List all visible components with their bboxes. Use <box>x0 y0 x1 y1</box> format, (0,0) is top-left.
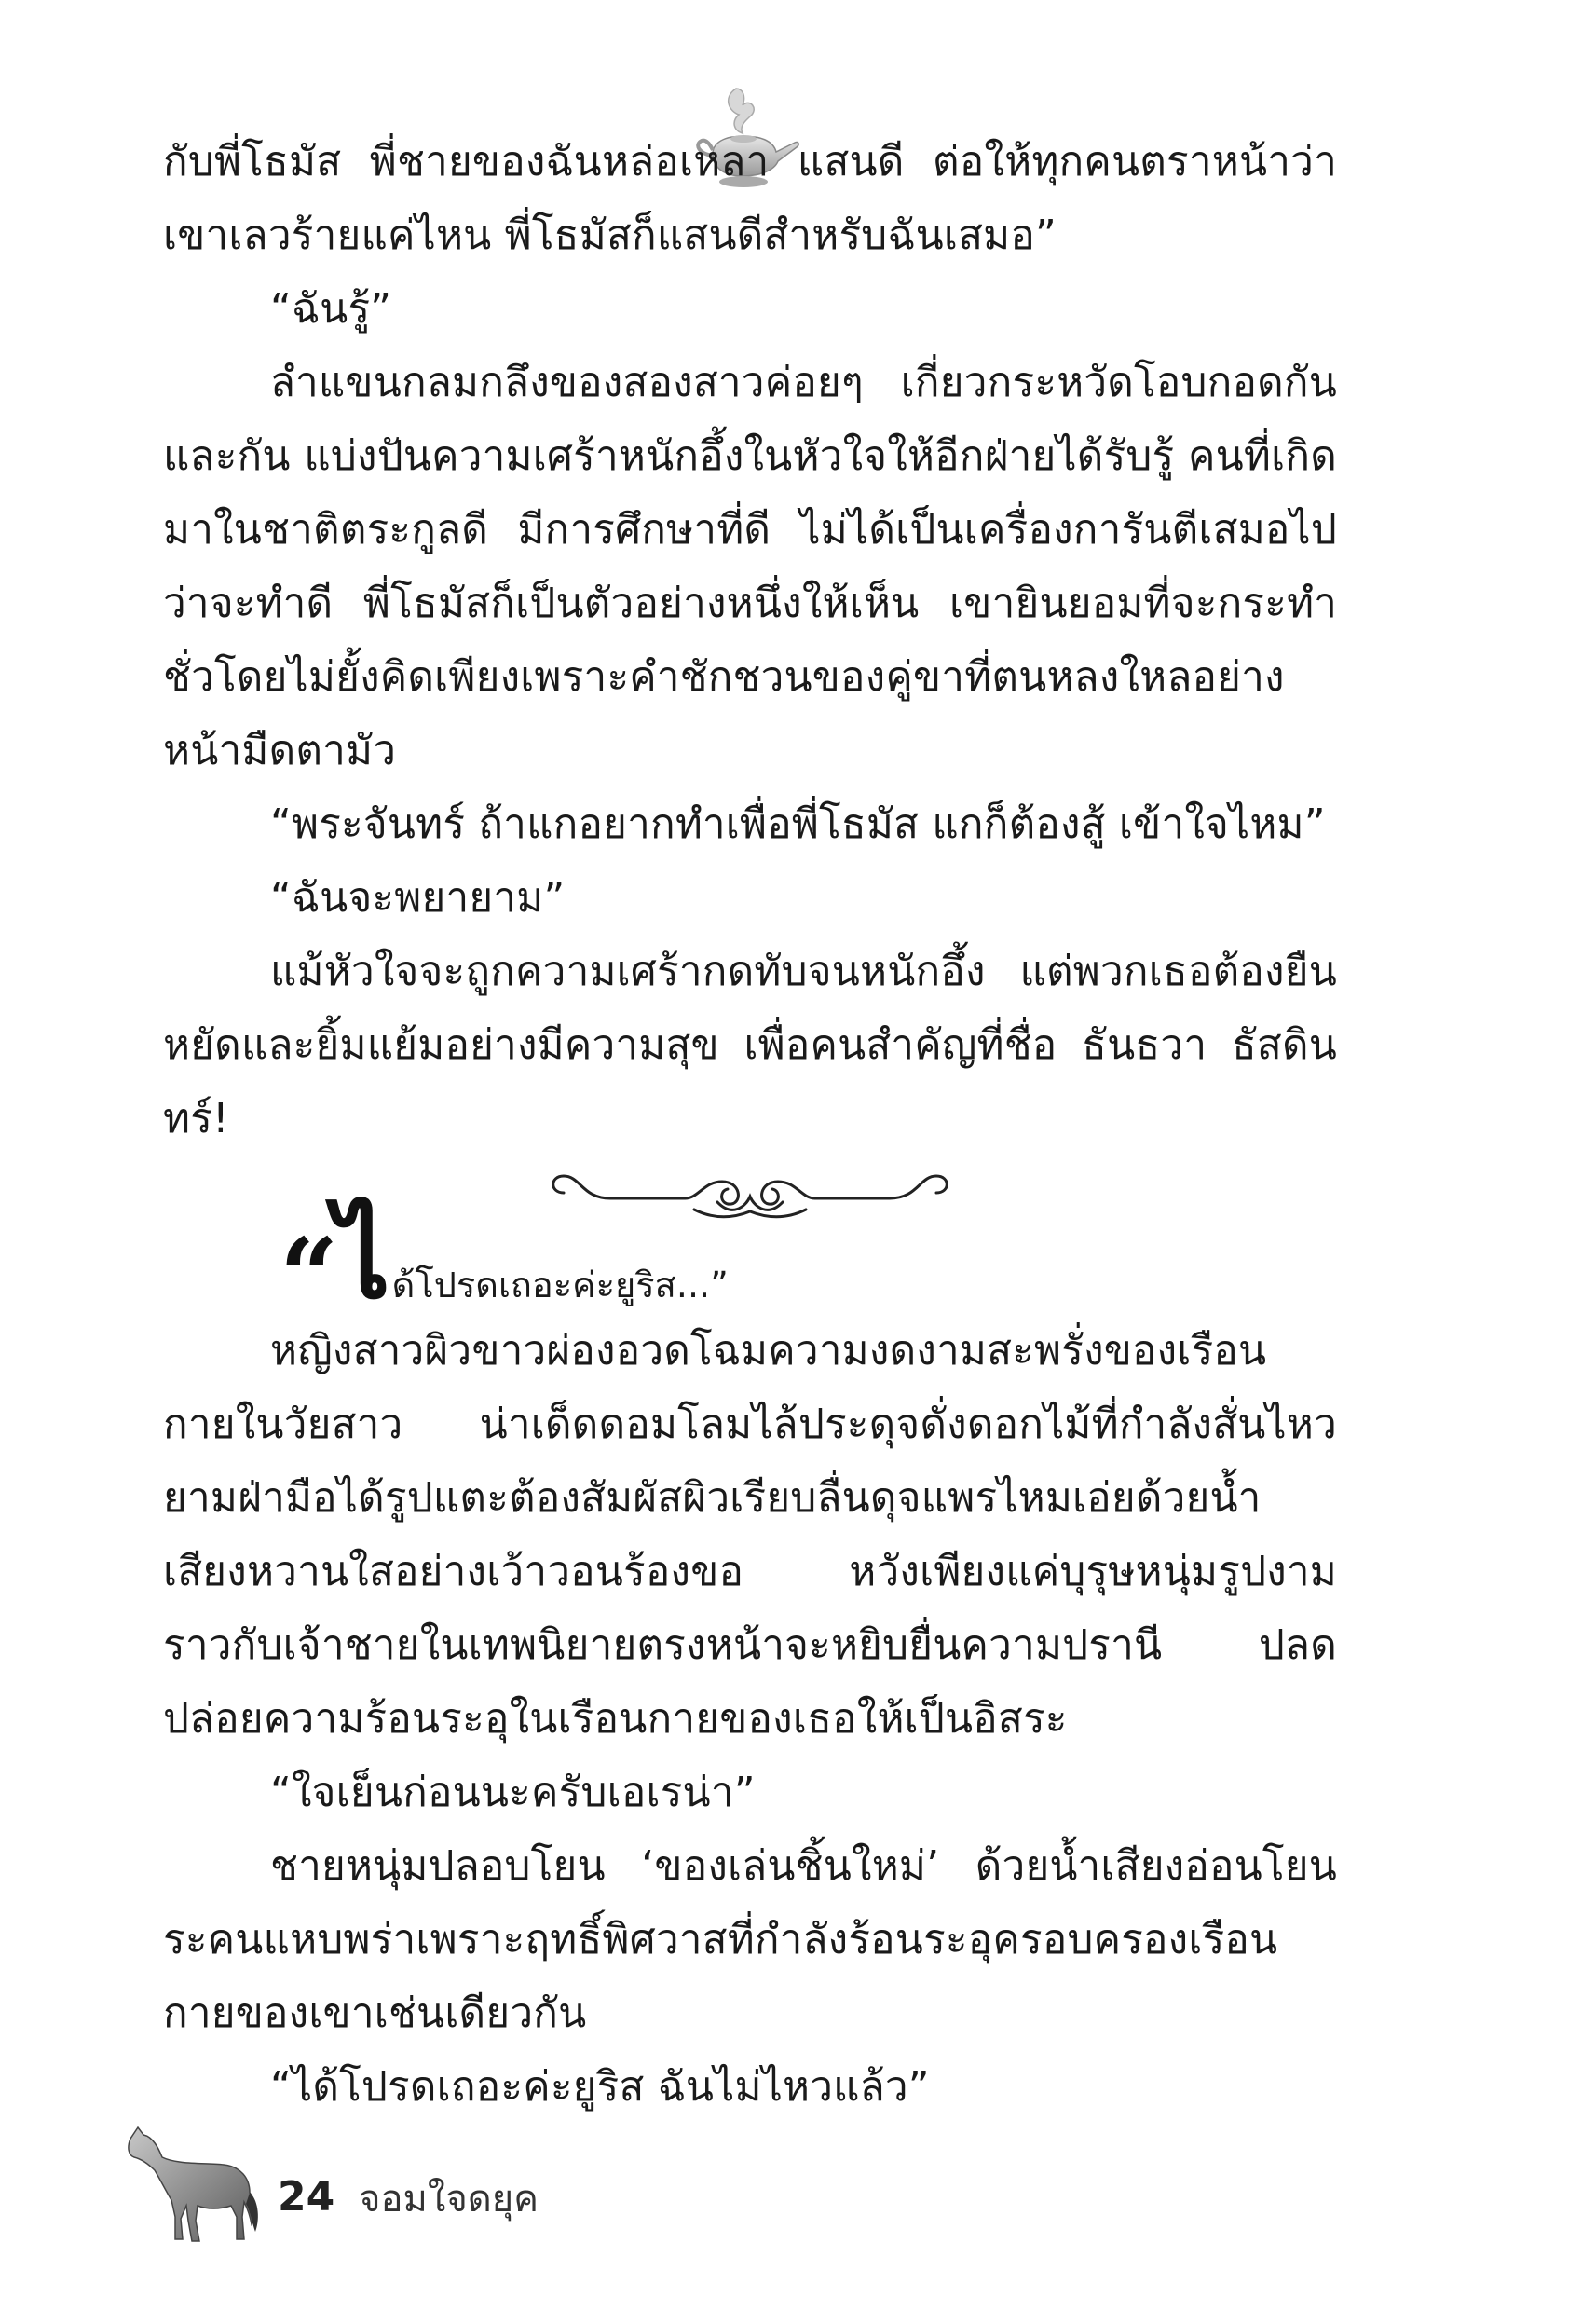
dialogue-line: “ฉันรู้” <box>270 285 392 333</box>
book-title: จอมใจดยุค <box>359 2178 539 2221</box>
chapter-drop-cap-line <box>280 1194 729 1335</box>
dialogue-line: “ได้โปรดเถอะค่ะยูริส ฉันไม่ไหวแล้ว” <box>270 2063 930 2111</box>
dialogue-line: “ฉันจะพยายาม” <box>270 874 566 922</box>
dialogue-line: “ใจเย็นก่อนนะครับเอเรน่า” <box>270 1769 756 1816</box>
paragraph: ลำแขนกลมกลึงของสองสาวค่อยๆ เกี่ยวกระหวัดโอบกอดกันและกัน แบ่งปันความเศร้าหนักอึ้งในหัวใจให้อีกฝ่ายได้รับรู้ คนที่เกิดมาในชาติตระกูลดี มีการศึกษาที่ดี ไม่ได้เป็นเครื่องการันตีเสมอไปว่าจะทำดี พี่โธมัสก็เป็นตัวอย่างหนึ่งให้เห็น เขายินยอมที่จะกระทำชั่วโดยไม่ยั้งคิดเพียงเพราะคำชักชวนของคู่ขาที่ตนหลงใหลอย่างหน้ามืดตามัว <box>163 359 1337 774</box>
body-text-section-1 <box>163 125 1337 1156</box>
page-number: 24 <box>278 2173 335 2221</box>
paragraph: ชายหนุ่มปลอบโยน ‘ของเล่นชิ้นใหม่’ ด้วยน้ำเสียงอ่อนโยนระคนแหบพร่าเพราะฤทธิ์พิศวาสที่กำลังร้อนระอุครอบครองเรือนกายของเขาเช่นเดียวกัน <box>163 1842 1337 2037</box>
paragraph: หญิงสาวผิวขาวผ่องอวดโฉมความงดงามสะพรั่งของเรือนกายในวัยสาว น่าเด็ดดอมโลมไล้ประดุจดั่งดอกไม้ที่กำลังสั่นไหวยามฝ่ามือได้รูปแตะต้องสัมผัสผิวเรียบลื่นดุจแพรไหมเอ่ยด้วยน้ำเสียงหวานใสอย่างเว้าวอนร้องขอ หวังเพียงแค่บุรุษหนุ่มรูปงามราวกับเจ้าชายในเทพนิยายตรงหน้าจะหยิบยื่นความปรานี ปลดปล่อยความร้อนระอุในเรือนกายของเธอให้เป็นอิสระ <box>163 1327 1337 1743</box>
dialogue-line: “พระจันทร์ ถ้าแกอยากทำเพื่อพี่โธมัส แกก็ต้องสู้ เข้าใจไหม” <box>270 800 1326 848</box>
drop-cap-quote: “ <box>280 1215 339 1335</box>
page-footer <box>121 2120 680 2250</box>
paragraph: แม้หัวใจจะถูกความเศร้ากดทับจนหนักอึ้ง แต่พวกเธอต้องยืนหยัดและยิ้มแย้มอย่างมีความสุข เพื่อคนสำคัญที่ชื่อ ธันธวา ธัสดินทร์! <box>163 948 1337 1142</box>
drop-cap-letter: ไ <box>334 1194 390 1323</box>
horse-icon <box>121 2120 261 2250</box>
drop-cap-text: ด้โปรดเถอะค่ะยูริส...” <box>391 1265 729 1306</box>
paragraph: กับพี่โธมัส พี่ชายของฉันหล่อเหลา แสนดี ต่อให้ทุกคนตราหน้าว่า เขาเลวร้ายแค่ไหน พี่โธมัสก็แสนดีสำหรับฉันเสมอ” <box>163 138 1337 259</box>
body-text-section-2 <box>163 1314 1337 2124</box>
